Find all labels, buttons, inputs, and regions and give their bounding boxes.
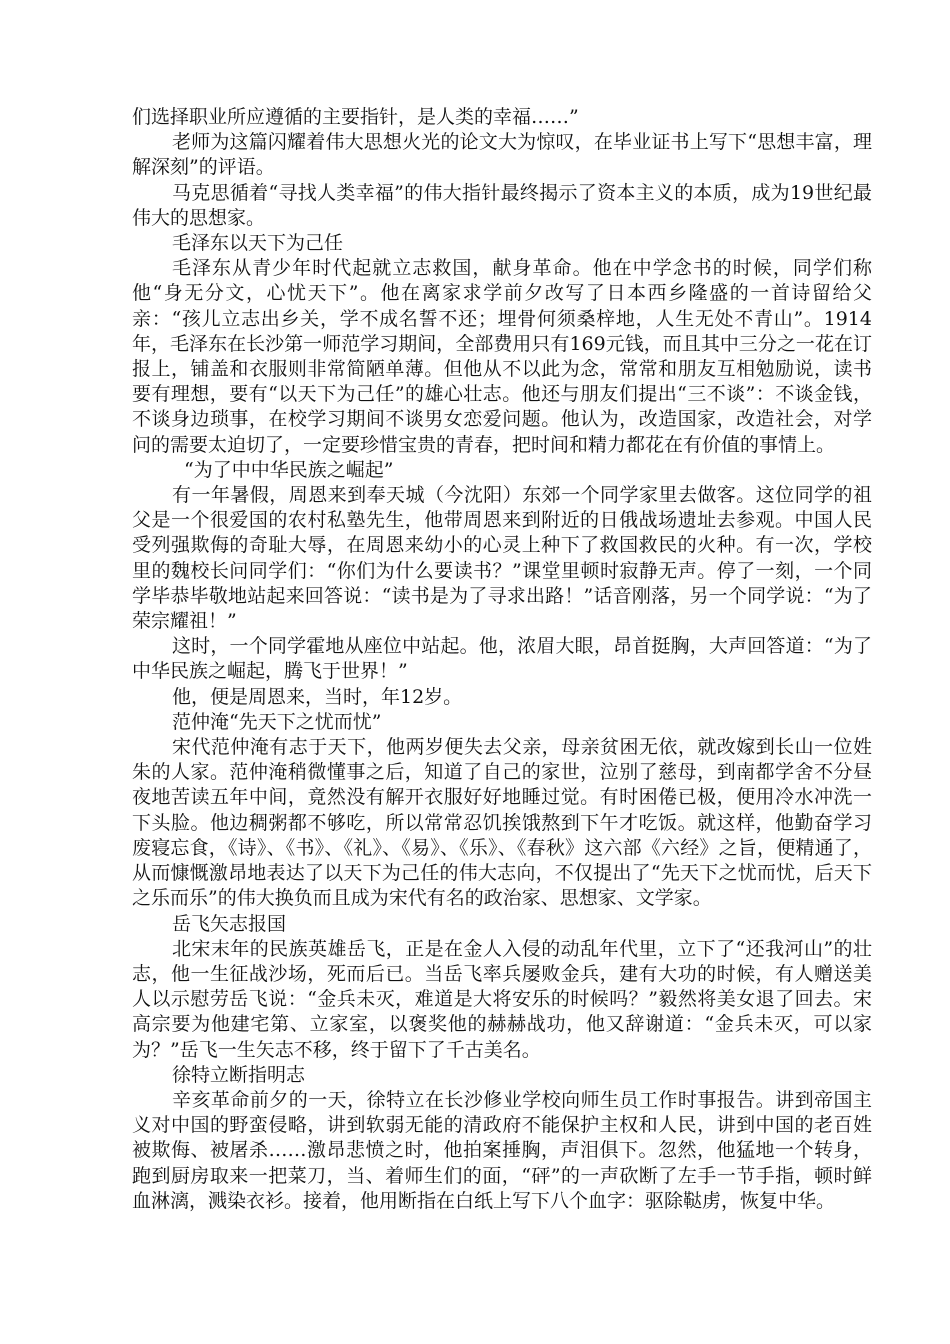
paragraph-continuation: 们选择职业所应遵循的主要指针，是人类的幸福……” [132, 106, 579, 128]
paragraph-yue: 北宋末年的民族英雄岳飞，正是在金人入侵的动乱年代里，立下了“还我河山”的壮志，他一生征战沙场，死而后已。当岳飞率兵屡败金兵，建有大功的时候，有人赠送美人以示慰劳岳飞说：“金兵未灭，难道是大将安乐的时候吗？”毅然将美女退了回去。宋高宗要为他建宅第、立家室，以褒奖他的赫赫战功，他又辞谢道：“金兵未灭，可以家为？”岳飞一生矢志不移，终于留下了千古美名。 [132, 937, 872, 1061]
paragraph-zhou-2: 这时，一个同学霍地从座位中站起。他，浓眉大眼，昂首挺胸，大声回答道：“为了中华民族之崛起，腾飞于世界！” [132, 635, 872, 683]
paragraph-marx: 马克思循着“寻找人类幸福”的伟大指针最终揭示了资本主义的本质，成为19世纪最伟大的思想家。 [132, 181, 872, 229]
section-heading-fan: 范仲淹“先天下之忧而忧” [172, 710, 382, 733]
section-heading-zhou: “为了中中华民族之崛起” [184, 458, 394, 481]
paragraph-teacher-comment: 老师为这篇闪耀着伟大思想火光的论文大为惊叹，在毕业证书上写下“思想丰富，理解深刻”的评语。 [132, 131, 872, 179]
paragraph-fan: 宋代范仲淹有志于天下，他两岁便失去父亲，母亲贫困无依，就改嫁到长山一位姓朱的人家。范仲淹稍微懂事之后，知道了自己的家世，泣别了慈母，到南都学舍不分昼夜地苦读五年中间，竟然没有解开衣服好好地睡过觉。有时困倦已极，便用冷水冲洗一下头脸。他边稠粥都不够吃，所以常常忍饥挨饿熬到下午才吃饭。就这样，他勤奋学习废寝忘食，《诗》、《书》、《礼》、《易》、《乐》、《春秋》这六部《六经》之旨，便精通了，从而慷慨激昂地表达了以天下为己任的伟大志向，不仅提出了“先天下之忧而忧，后天下之乐而乐”的伟大换负而且成为宋代有名的政治家、思想家、文学家。 [132, 736, 872, 910]
section-heading-mao: 毛泽东以天下为己任 [172, 232, 344, 255]
paragraph-xu: 辛亥革命前夕的一天，徐特立在长沙修业学校向师生员工作时事报告。讲到帝国主义对中国的野蛮侵略，讲到软弱无能的清政府不能保护主权和人民，讲到中国的老百姓被欺侮、被屠杀……激昂悲愤之时，他拍案捶胸，声泪俱下。忽然，他猛地一个转身，跑到厨房取来一把菜刀，当、着师生们的面，“砰”的一声砍断了左手一节手指，顿时鲜血淋漓，溅染衣衫。接着，他用断指在白纸上写下八个血字：驱除鞑虏，恢复中华。 [132, 1088, 872, 1212]
paragraph-mao: 毛泽东从青少年时代起就立志救国，献身革命。他在中学念书的时候，同学们称他“身无分文，心忧天下”。他在离家求学前夕改写了日本西乡隆盛的一首诗留给父亲：“孩儿立志出乡关，学不成名誓不还；埋骨何须桑梓地，人生无处不青山”。1914年，毛泽东在长沙第一师范学习期间，全部费用只有169元钱，而且其中三分之一花在订报上，铺盖和衣服则非常简陋单薄。但他从不以此为念，常常和朋友互相勉励说，读书要有理想，要有“以天下为己任”的雄心壮志。他还与朋友们提出“三不谈”：不谈金钱，不谈身边琐事，在校学习期间不谈男女恋爱问题。他认为，改造国家，改造社会，对学问的需要太迫切了，一定要珍惜宝贵的青春，把时间和精力都花在有价值的事情上。 [132, 257, 872, 456]
paragraph-zhou-3: 他，便是周恩来，当时，年12岁。 [172, 685, 463, 708]
paragraph-zhou-1: 有一年暑假，周恩来到奉天城（今沈阳）东郊一个同学家里去做客。这位同学的祖父是一个很爱国的农村私塾先生，他带周恩来到附近的日俄战场遗址去参观。中国人民受列强欺侮的奇耻大辱，在周恩来幼小的心灵上种下了救国救民的火种。有一次，学校里的魏校长问同学们：“你们为什么要读书？”课堂里顿时寂静无声。停了一刻，一个同学毕恭毕敬地站起来回答说：“读书是为了寻求出路！”话音刚落，另一个同学说：“为了荣宗耀祖！” [132, 484, 872, 633]
section-heading-xu: 徐特立断指明志 [172, 1063, 306, 1086]
document-page [132, 105, 872, 1214]
section-heading-yue: 岳飞矢志报国 [172, 912, 287, 935]
